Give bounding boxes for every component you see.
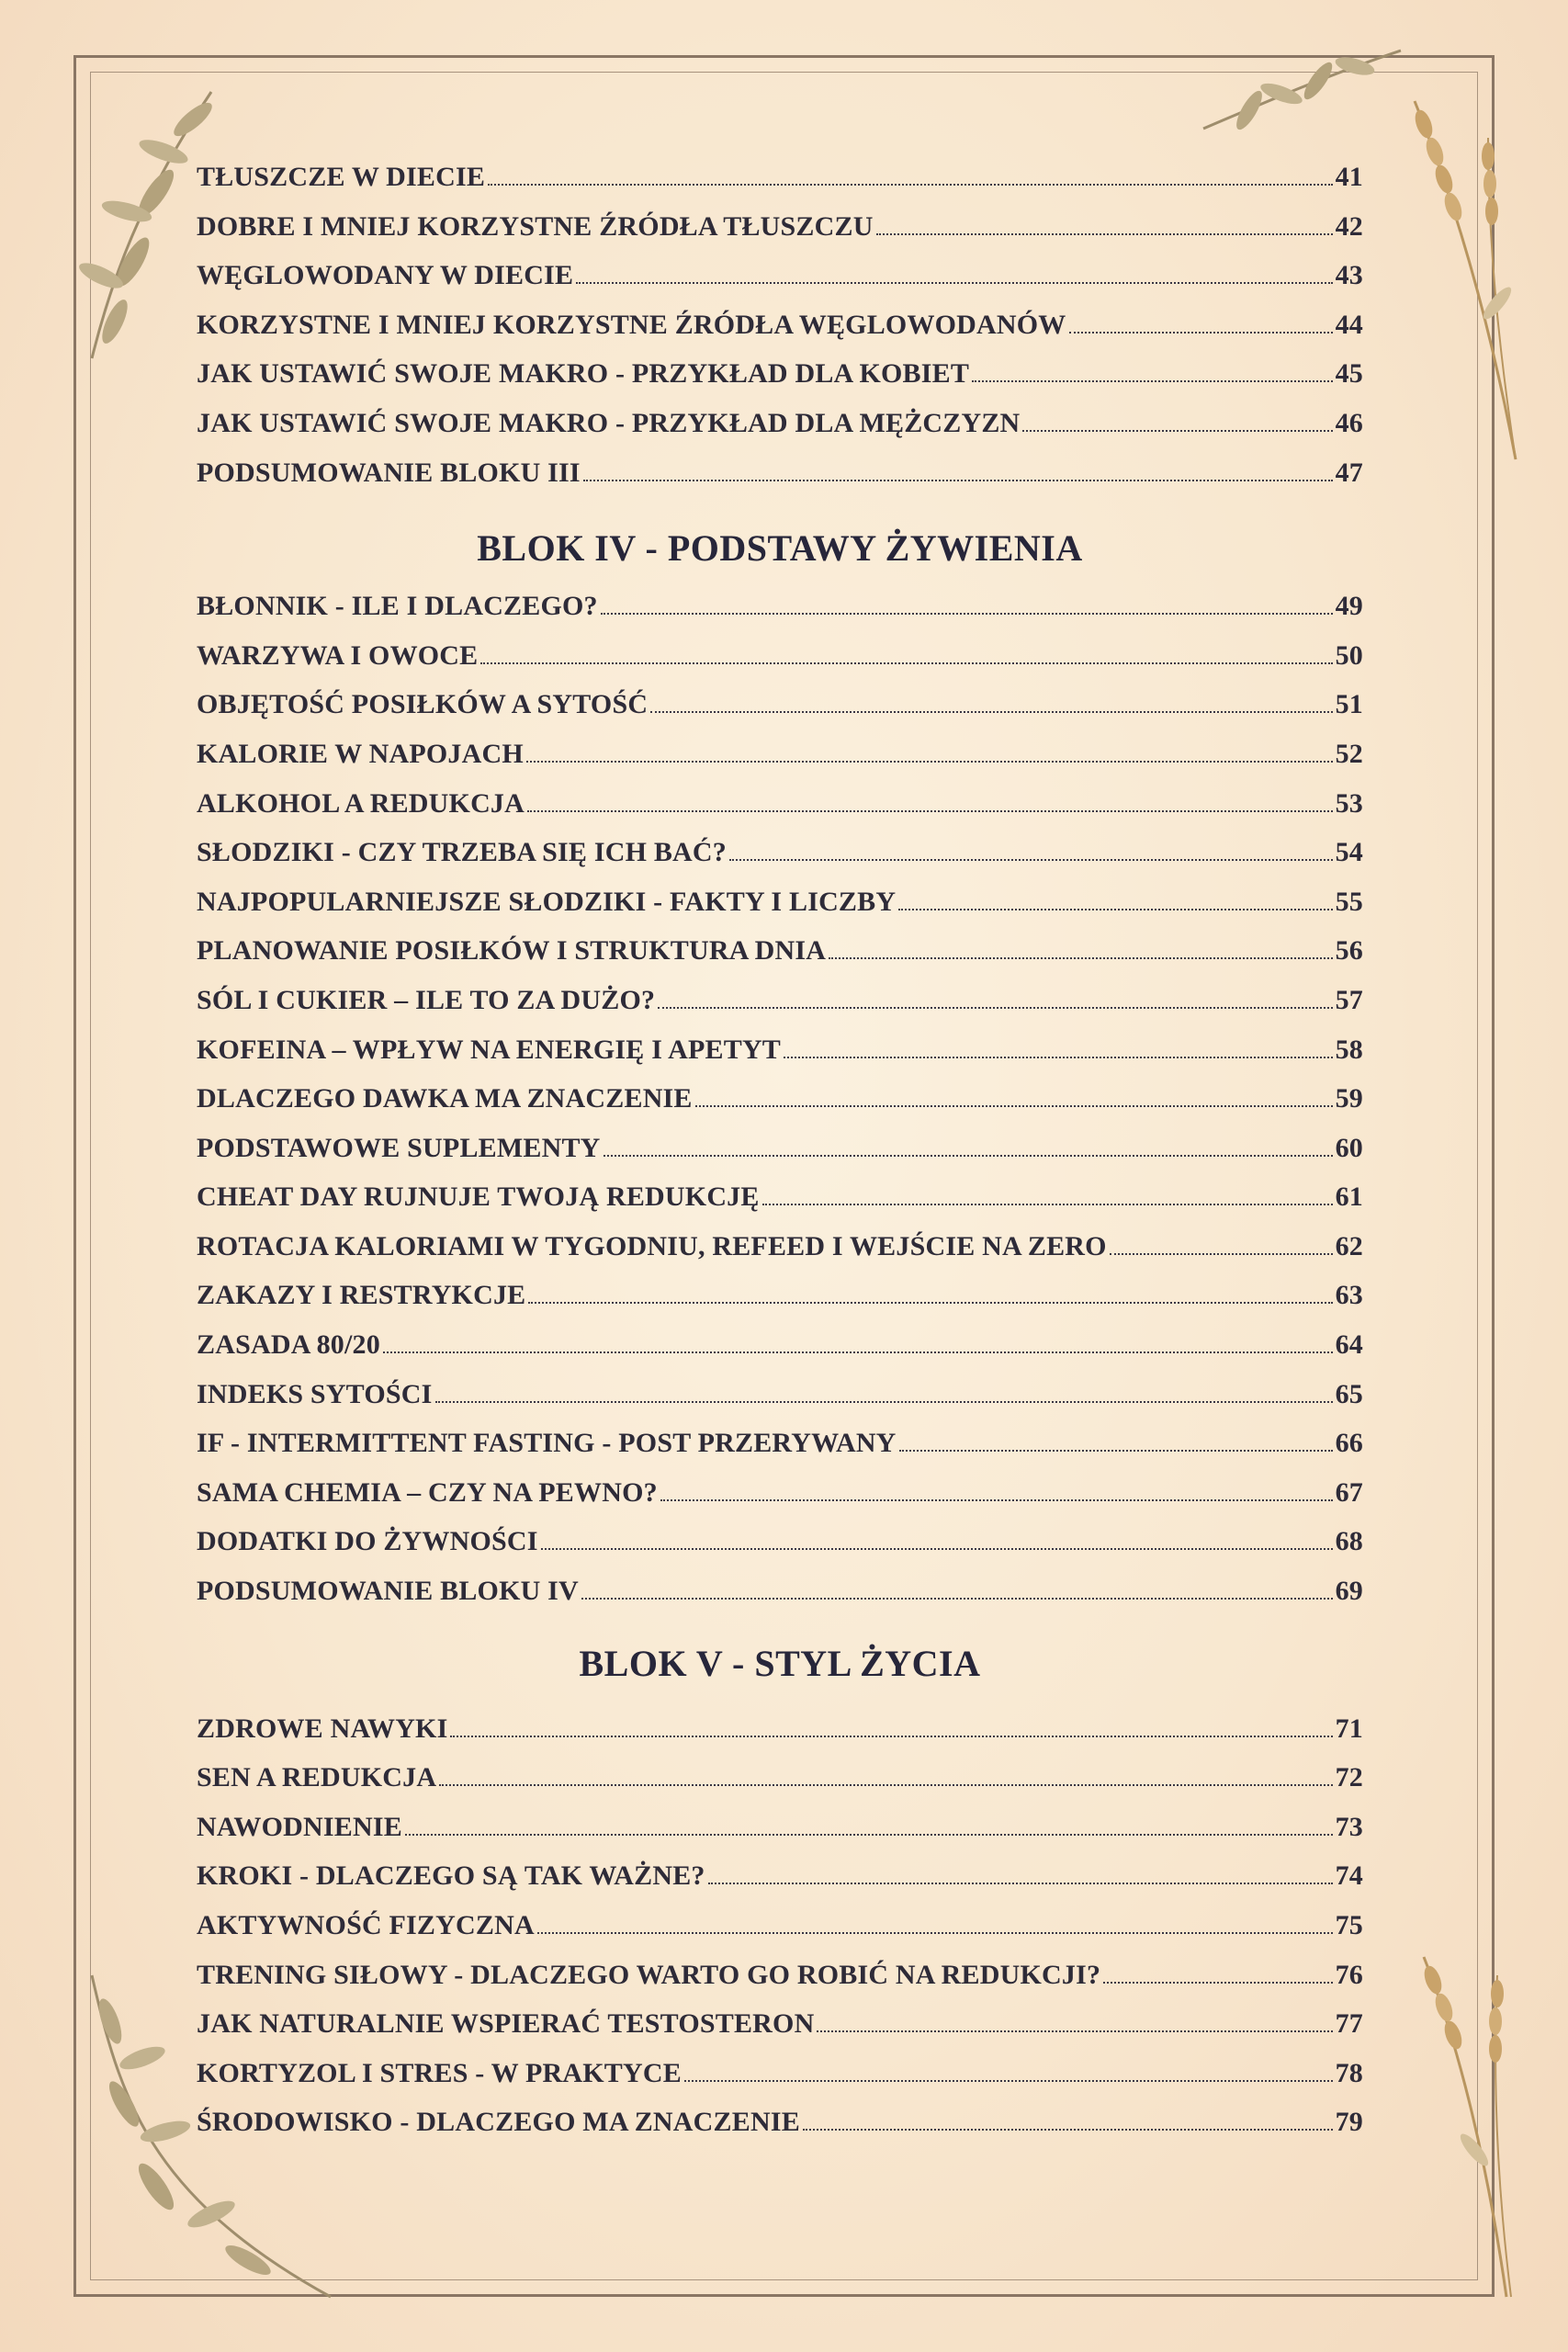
toc-entry-page: 60 [1335,1132,1363,1163]
toc-entry-title: WARZYWA I OWOCE [197,639,479,671]
toc-entry-title: ROTACJA KALORIAMI W TYGODNIU, REFEED I WEJŚCIE NA ZERO [197,1230,1107,1261]
dot-leader [526,761,1333,763]
toc-entry-page: 49 [1335,591,1363,622]
dot-leader [604,1155,1333,1157]
toc-entry-page: 69 [1335,1576,1363,1607]
toc-entry-page: 44 [1335,309,1363,340]
dot-leader [876,233,1333,235]
toc-entry-page: 72 [1335,1762,1363,1793]
toc-entry-page: 56 [1335,935,1363,967]
dot-leader [829,957,1332,959]
toc-entry-title: DODATKI DO ŻYWNOŚCI [197,1526,538,1557]
toc-entry-page: 51 [1335,689,1363,720]
toc-entry-title: KOFEINA – WPŁYW NA ENERGIĘ I APETYT [197,1034,782,1065]
toc-entry[interactable] [197,1812,1363,1861]
dot-leader [650,711,1332,713]
toc-entry-title: KORZYSTNE I MNIEJ KORZYSTNE ŹRÓDŁA WĘGLOWODANÓW [197,309,1066,340]
toc-entry-page: 57 [1335,984,1363,1015]
toc-entry[interactable] [197,1713,1363,1763]
table-of-contents [197,162,1363,2156]
toc-entry[interactable] [197,1526,1363,1576]
toc-entry-page: 50 [1335,639,1363,671]
toc-entry[interactable] [197,689,1363,739]
toc-entry-title: PODSUMOWANIE BLOKU III [197,457,581,488]
toc-entry[interactable] [197,162,1363,211]
toc-entry[interactable] [197,408,1363,458]
toc-entry-page: 58 [1335,1034,1363,1065]
dot-leader [527,810,1333,812]
dot-leader [1103,1982,1332,1984]
section-heading-blok-iv: BLOK IV - PODSTAWY ŻYWIENIA [477,527,1083,570]
toc-entry-page: 59 [1335,1083,1363,1114]
toc-entry-page: 41 [1335,162,1363,192]
toc-entry-title: SŁODZIKI - CZY TRZEBA SIĘ ICH BAĆ? [197,837,727,868]
toc-entry-title: TRENING SIŁOWY - DLACZEGO WARTO GO ROBIĆ NA REDUKCJI? [197,1959,1101,1990]
toc-entry-page: 62 [1335,1230,1363,1261]
toc-entry-title: JAK USTAWIĆ SWOJE MAKRO - PRZYKŁAD DLA KOBIET [197,358,970,390]
toc-entry-page: 79 [1335,2107,1363,2138]
toc-entry-title: KROKI - DLACZEGO SĄ TAK WAŻNE? [197,1860,705,1892]
toc-entry[interactable] [197,1280,1363,1329]
dot-leader [405,1834,1333,1836]
toc-entry-title: ALKOHOL A REDUKCJA [197,787,525,819]
toc-entry-page: 47 [1335,457,1363,488]
dot-leader [450,1736,1332,1737]
toc-entry-page: 45 [1335,358,1363,390]
dot-leader [1110,1253,1333,1255]
dot-leader [576,282,1332,284]
toc-entry-page: 46 [1335,407,1363,438]
dot-leader [488,184,1333,186]
toc-entry-page: 42 [1335,210,1363,242]
toc-entry[interactable] [197,260,1363,310]
toc-entry[interactable] [197,1379,1363,1429]
toc-section-blok-v [197,1713,1363,2156]
toc-entry-page: 71 [1335,1713,1363,1744]
toc-entry-title: SÓL I CUKIER – ILE TO ZA DUŻO? [197,984,656,1015]
dot-leader [1022,430,1332,432]
toc-entry[interactable] [197,2107,1363,2156]
toc-entry[interactable] [197,739,1363,788]
toc-entry-title: DLACZEGO DAWKA MA ZNACZENIE [197,1083,693,1114]
toc-entry-title: OBJĘTOŚĆ POSIŁKÓW A SYTOŚĆ [197,689,649,720]
toc-entry-title: JAK NATURALNIE WSPIERAĆ TESTOSTERON [197,2008,815,2040]
toc-entry-page: 67 [1335,1476,1363,1508]
toc-entry[interactable] [197,591,1363,640]
toc-entry-page: 75 [1335,1910,1363,1940]
toc-entry[interactable] [197,2058,1363,2108]
toc-entry-title: PODSTAWOWE SUPLEMENTY [197,1132,601,1163]
toc-entry[interactable] [197,887,1363,936]
dot-leader [898,909,1332,910]
toc-entry-page: 63 [1335,1280,1363,1311]
toc-entry-title: ZDROWE NAWYKI [197,1713,448,1744]
toc-entry-page: 78 [1335,2057,1363,2088]
toc-entry[interactable] [197,985,1363,1035]
toc-entry[interactable] [197,1133,1363,1182]
toc-entry[interactable] [197,1910,1363,1960]
toc-entry-page: 74 [1335,1860,1363,1892]
toc-entry-title: PLANOWANIE POSIŁKÓW I STRUKTURA DNIA [197,935,827,967]
dot-leader [658,1007,1332,1009]
section-heading-blok-v: BLOK V - STYL ŻYCIA [579,1642,981,1684]
dot-leader [729,859,1333,861]
dot-leader [537,1932,1333,1934]
toc-entry-title: KALORIE W NAPOJACH [197,738,524,769]
toc-entry-title: BŁONNIK - ILE I DLACZEGO? [197,591,598,622]
toc-entry-page: 54 [1335,837,1363,868]
dot-leader [972,380,1333,382]
toc-entry-title: ŚRODOWISKO - DLACZEGO MA ZNACZENIE [197,2107,800,2138]
dot-leader [1069,332,1333,334]
toc-entry-title: ZASADA 80/20 [197,1329,380,1361]
toc-entry-page: 43 [1335,260,1363,291]
toc-entry[interactable] [197,935,1363,985]
toc-entry-title: INDEKS SYTOŚCI [197,1378,433,1409]
dot-leader [660,1499,1333,1501]
toc-section-blok-iii [197,162,1363,506]
dot-leader [581,1598,1333,1600]
dot-leader [435,1401,1333,1403]
toc-entry-title: PODSUMOWANIE BLOKU IV [197,1576,579,1607]
toc-entry-title: IF - INTERMITTENT FASTING - POST PRZERYWANY [197,1428,897,1459]
toc-entry-title: KORTYZOL I STRES - W PRAKTYCE [197,2057,682,2088]
toc-entry[interactable] [197,358,1363,408]
toc-entry-title: JAK USTAWIĆ SWOJE MAKRO - PRZYKŁAD DLA MĘŻCZYZN [197,407,1021,438]
toc-entry[interactable] [197,1231,1363,1281]
toc-entry-title: DOBRE I MNIEJ KORZYSTNE ŹRÓDŁA TŁUSZCZU [197,210,874,242]
toc-entry-page: 55 [1335,886,1363,917]
toc-entry[interactable] [197,2008,1363,2058]
toc-entry-page: 68 [1335,1526,1363,1557]
toc-entry-page: 53 [1335,787,1363,819]
toc-entry-title: CHEAT DAY RUJNUJE TWOJĄ REDUKCJĘ [197,1182,760,1213]
toc-entry[interactable] [197,788,1363,838]
toc-entry-title: NAJPOPULARNIEJSZE SŁODZIKI - FAKTY I LICZBY [197,886,897,917]
toc-entry-page: 64 [1335,1329,1363,1361]
toc-entry[interactable] [197,1860,1363,1910]
toc-entry[interactable] [197,1035,1363,1084]
dot-leader [762,1204,1333,1205]
toc-entry-title: TŁUSZCZE W DIECIE [197,162,486,192]
dot-leader [803,2129,1333,2131]
dot-leader [695,1105,1333,1107]
dot-leader [601,613,1333,615]
toc-entry[interactable] [197,1477,1363,1527]
toc-entry-page: 73 [1335,1811,1363,1842]
toc-entry-title: SEN A REDUKCJA [197,1762,437,1793]
dot-leader [684,2080,1333,2082]
toc-entry[interactable] [197,837,1363,887]
dot-leader [583,480,1333,481]
toc-entry[interactable] [197,1576,1363,1625]
dot-leader [784,1057,1333,1058]
toc-entry[interactable] [197,1182,1363,1231]
toc-entry-page: 66 [1335,1428,1363,1459]
toc-entry[interactable] [197,1762,1363,1812]
toc-entry-page: 61 [1335,1182,1363,1213]
toc-entry[interactable] [197,1960,1363,2009]
toc-entry-page: 76 [1335,1959,1363,1990]
toc-section-blok-iv [197,591,1363,1624]
dot-leader [528,1302,1332,1304]
dot-leader [541,1548,1333,1550]
dot-leader [817,2030,1332,2032]
toc-entry-title: ZAKAZY I RESTRYKCJE [197,1280,526,1311]
toc-entry-title: WĘGLOWODANY W DIECIE [197,260,574,291]
dot-leader [439,1784,1332,1786]
toc-entry[interactable] [197,458,1363,507]
toc-entry[interactable] [197,1428,1363,1477]
toc-entry-title: AKTYWNOŚĆ FIZYCZNA [197,1910,535,1940]
dot-leader [708,1883,1333,1884]
toc-entry[interactable] [197,640,1363,690]
toc-entry-title: NAWODNIENIE [197,1811,402,1842]
toc-entry[interactable] [197,1329,1363,1379]
toc-entry-page: 65 [1335,1378,1363,1409]
toc-entry[interactable] [197,1083,1363,1133]
dot-leader [383,1351,1333,1353]
toc-entry[interactable] [197,310,1363,359]
toc-entry-page: 52 [1335,738,1363,769]
dot-leader [480,662,1332,664]
toc-entry-page: 77 [1335,2008,1363,2040]
dot-leader [899,1450,1333,1452]
toc-entry[interactable] [197,211,1363,261]
toc-entry-title: SAMA CHEMIA – CZY NA PEWNO? [197,1476,658,1508]
